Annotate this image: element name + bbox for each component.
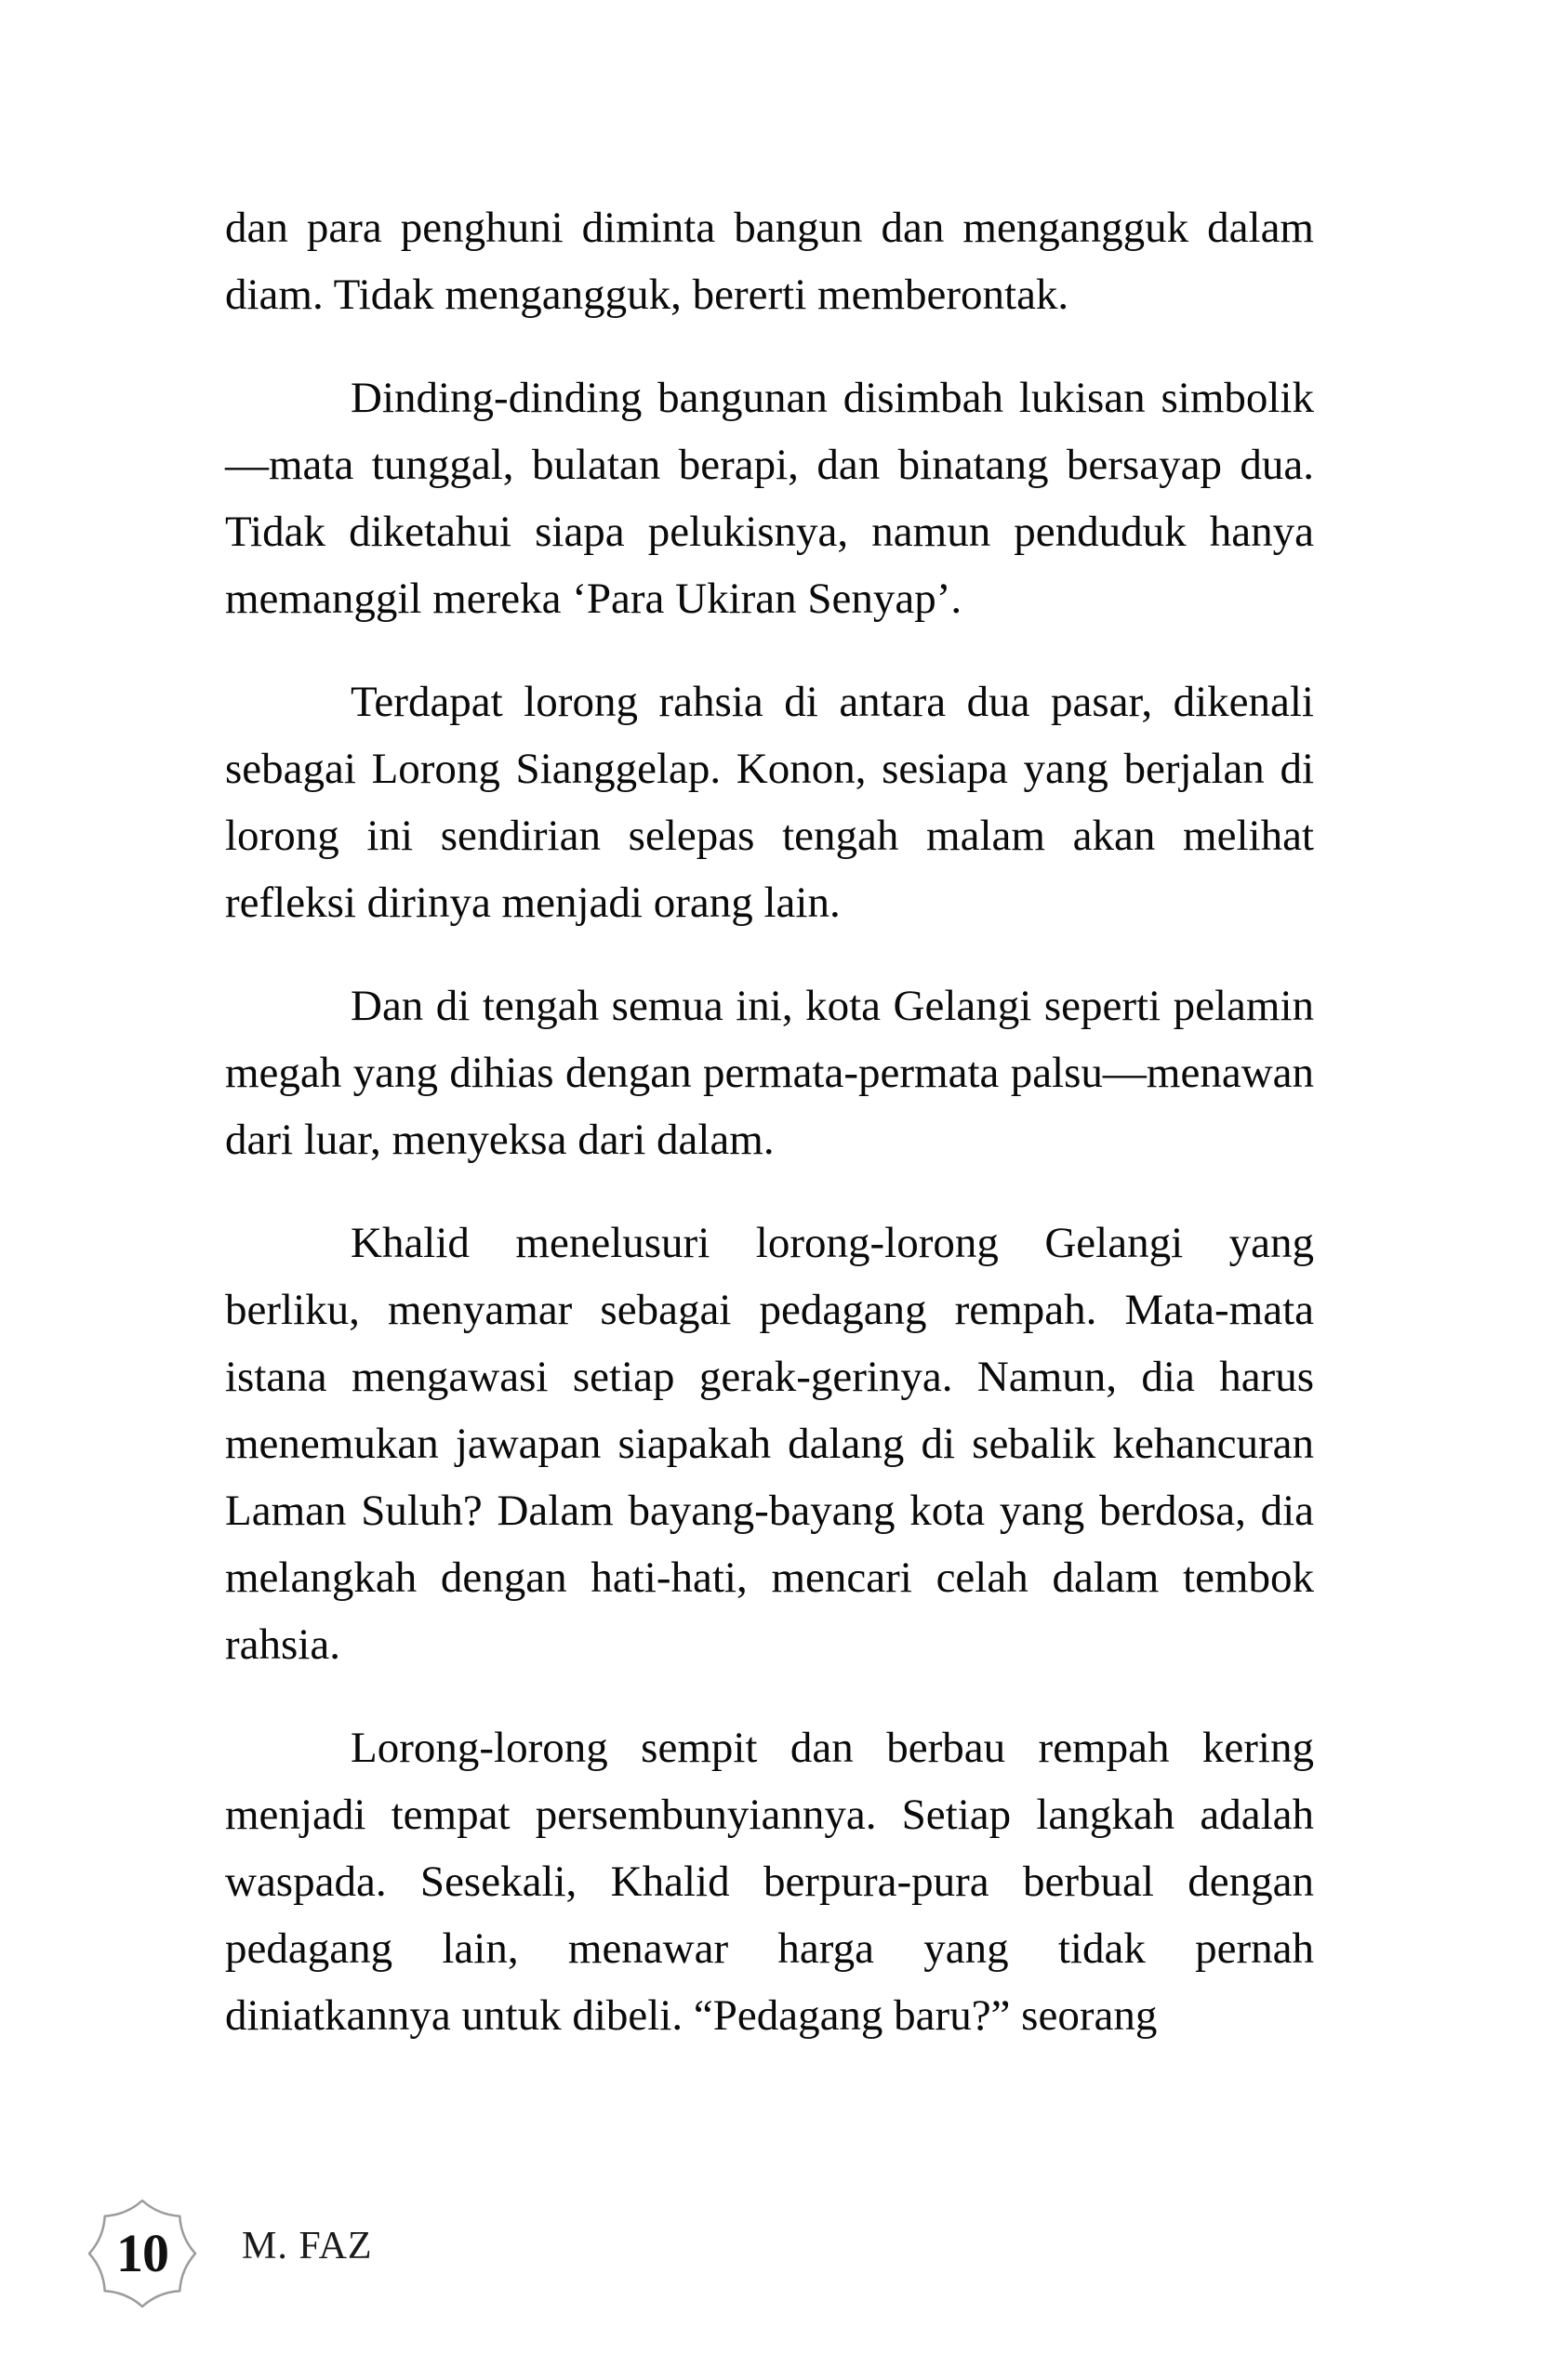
page-number-badge xyxy=(86,2198,198,2309)
footer-author: M. FAZ xyxy=(242,2225,373,2268)
body-paragraph: Khalid menelusuri lorong-lorong Gelangi yang berliku, menyamar sebagai pedagang rempah. Mata-mata istana mengawasi setiap gerak-gerinya. Namun, dia harus menemukan jawapan siapakah dalang di sebalik kehancuran Laman Suluh? Dalam bayang-bayang kota yang berdosa, dia melangkah dengan hati-hati, mencari celah dalam tembok rahsia. xyxy=(225,1219,1314,1669)
body-paragraph: Dinding-dinding bangunan disimbah lukisan simbolik—mata tunggal, bulatan berapi, dan binatang bersayap dua. Tidak diketahui siapa pelukisnya, namun penduduk hanya memanggil mereka ‘Para Ukiran Senyap’. xyxy=(225,374,1314,623)
body-paragraph: Lorong-lorong sempit dan berbau rempah kering menjadi tempat persembunyiannya. Setiap langkah adalah waspada. Sesekali, Khalid berpura-pura berbual dengan pedagang lain, menawar harga yang tidak pernah diniatkannya untuk dibeli. “Pedagang baru?” seorang xyxy=(225,1724,1314,2040)
body-paragraph: Dan di tengah semua ini, kota Gelangi seperti pelamin megah yang dihias dengan permata-permata palsu—menawan dari luar, menyeksa dari dalam. xyxy=(225,982,1314,1164)
body-paragraph: dan para penghuni diminta bangun dan mengangguk dalam diam. Tidak mengangguk, bererti memberontak. xyxy=(225,204,1314,319)
page-text-block xyxy=(225,194,1314,2049)
page-number: 10 xyxy=(116,2223,168,2283)
body-paragraph: Terdapat lorong rahsia di antara dua pasar, dikenali sebagai Lorong Sianggelap. Konon, sesiapa yang berjalan di lorong ini sendirian selepas tengah malam akan melihat refleksi dirinya menjadi orang lain. xyxy=(225,678,1314,927)
